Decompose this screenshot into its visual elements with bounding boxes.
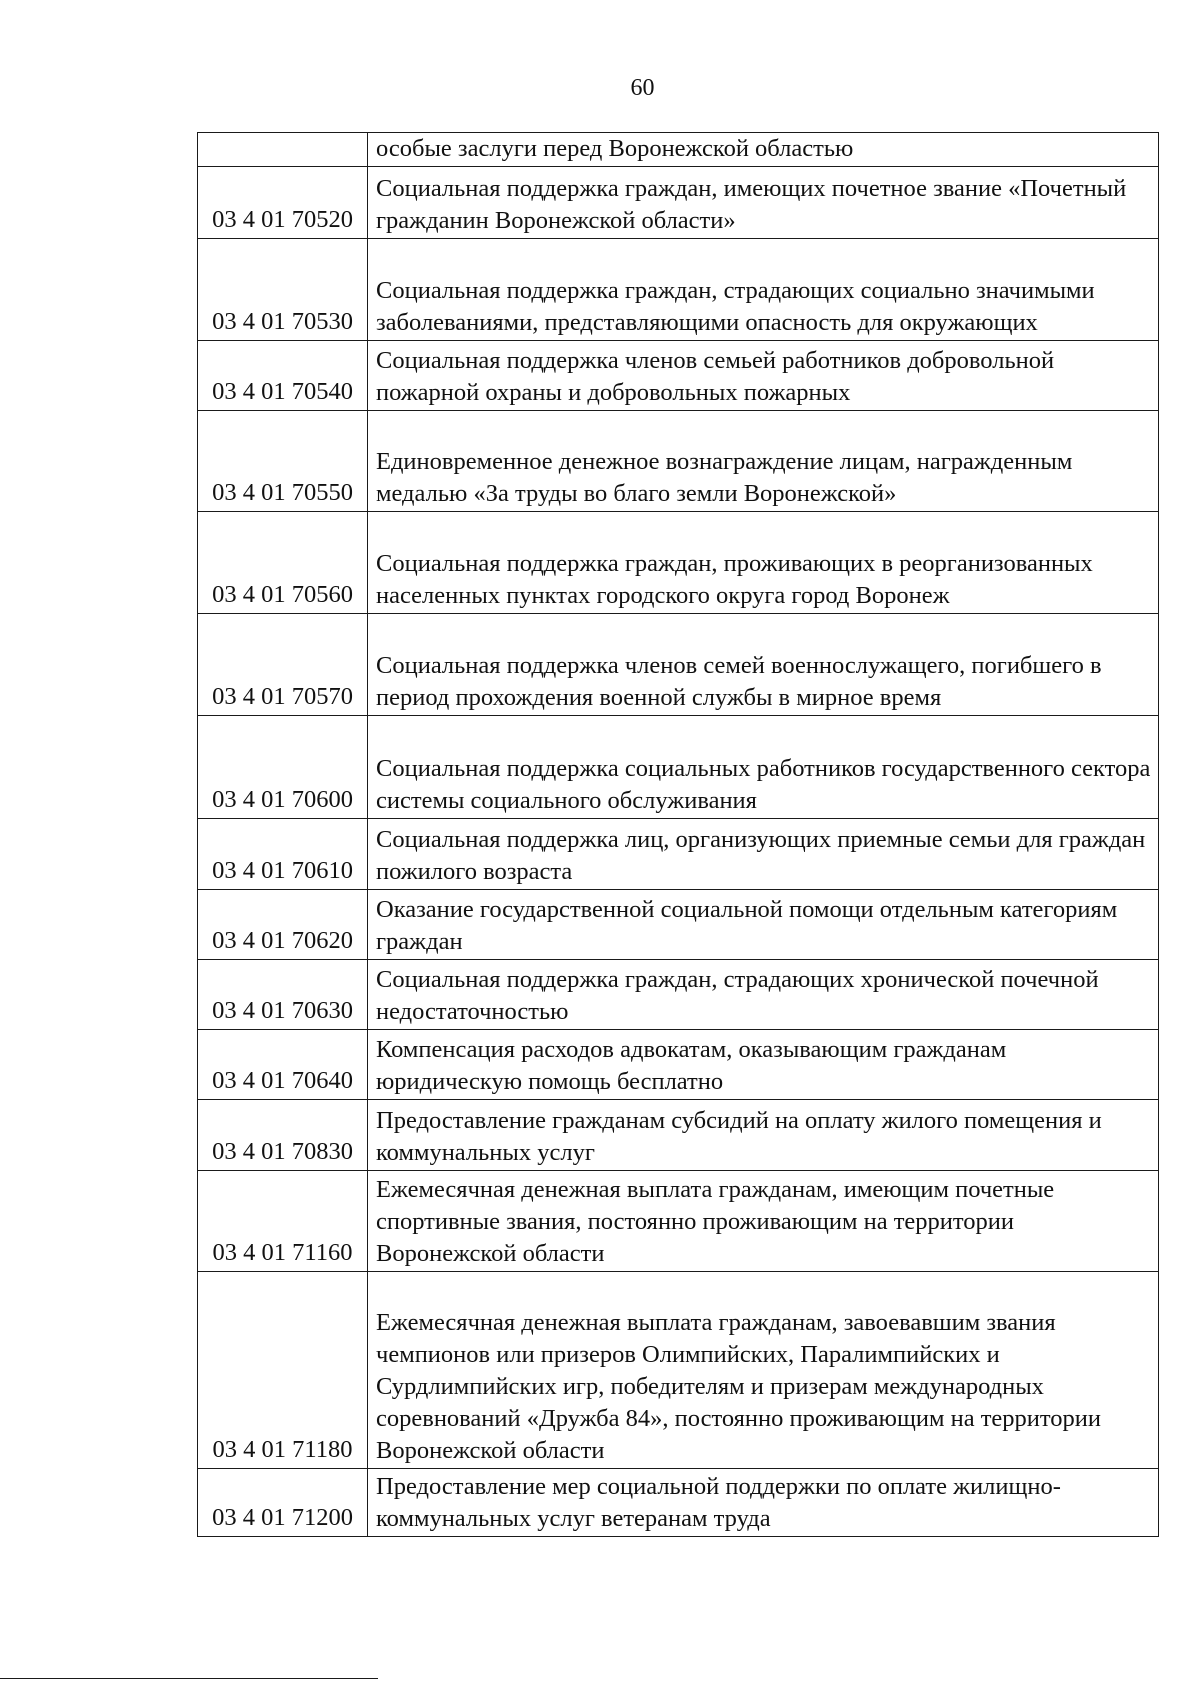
code-cell: 03 4 01 70600: [198, 716, 368, 819]
table-row: [198, 133, 1159, 167]
description-cell: Социальная поддержка граждан, страдающих социально значимыми заболеваниями, представляющими опасность для окружающих: [368, 239, 1159, 341]
code-cell: 03 4 01 70540: [198, 341, 368, 411]
code-cell: 03 4 01 70610: [198, 819, 368, 890]
table-row: [198, 819, 1159, 890]
description-cell: Социальная поддержка лиц, организующих приемные семьи для граждан пожилого возраста: [368, 819, 1159, 890]
description-cell: Социальная поддержка граждан, страдающих хронической почечной недостаточностью: [368, 960, 1159, 1030]
description-cell: Оказание государственной социальной помощи отдельным категориям граждан: [368, 890, 1159, 960]
table-row: [198, 1469, 1159, 1537]
table-row: [198, 341, 1159, 411]
description-cell: Социальная поддержка членов семей военнослужащего, погибшего в период прохождения военной службы в мирное время: [368, 614, 1159, 716]
budget-code-table: [197, 132, 1159, 1537]
table-row: [198, 716, 1159, 819]
description-cell: Социальная поддержка граждан, имеющих почетное звание «Почетный гражданин Воронежской области»: [368, 167, 1159, 239]
code-cell: 03 4 01 70550: [198, 411, 368, 512]
code-cell: 03 4 01 70560: [198, 512, 368, 614]
table-row: [198, 960, 1159, 1030]
code-cell: 03 4 01 71180: [198, 1272, 368, 1469]
description-cell: особые заслуги перед Воронежской областью: [368, 133, 1159, 167]
table-row: [198, 890, 1159, 960]
code-cell: 03 4 01 71200: [198, 1469, 368, 1537]
code-cell: [198, 133, 368, 167]
code-cell: 03 4 01 70520: [198, 167, 368, 239]
description-cell: Ежемесячная денежная выплата гражданам, завоевавшим звания чемпионов или призеров Олимпийских, Паралимпийских и Сурдлимпийских игр, победителям и призерам международных соревнований «Дружба 84», постоянно проживающим на территории Воронежской области: [368, 1272, 1159, 1469]
table-row: [198, 1030, 1159, 1100]
description-cell: Социальная поддержка граждан, проживающих в реорганизованных населенных пунктах городского округа город Воронеж: [368, 512, 1159, 614]
table-row: [198, 167, 1159, 239]
description-cell: Социальная поддержка социальных работников государственного сектора системы социального обслуживания: [368, 716, 1159, 819]
table-row: [198, 1100, 1159, 1171]
table-row: [198, 1272, 1159, 1469]
code-cell: 03 4 01 70620: [198, 890, 368, 960]
code-cell: 03 4 01 70640: [198, 1030, 368, 1100]
footnote-separator-line: [0, 1678, 378, 1679]
description-cell: Единовременное денежное вознаграждение лицам, награжденным медалью «За труды во благо земли Воронежской»: [368, 411, 1159, 512]
table-row: [198, 614, 1159, 716]
code-cell: 03 4 01 70830: [198, 1100, 368, 1171]
page-number: 60: [630, 75, 655, 101]
description-cell: Предоставление мер социальной поддержки по оплате жилищно-коммунальных услуг ветеранам труда: [368, 1469, 1159, 1537]
code-cell: 03 4 01 70530: [198, 239, 368, 341]
description-cell: Ежемесячная денежная выплата гражданам, имеющим почетные спортивные звания, постоянно проживающим на территории Воронежской области: [368, 1171, 1159, 1272]
code-cell: 03 4 01 71160: [198, 1171, 368, 1272]
table-row: [198, 239, 1159, 341]
description-cell: Социальная поддержка членов семьей работников добровольной пожарной охраны и добровольных пожарных: [368, 341, 1159, 411]
description-cell: Предоставление гражданам субсидий на оплату жилого помещения и коммунальных услуг: [368, 1100, 1159, 1171]
table-row: [198, 1171, 1159, 1272]
code-cell: 03 4 01 70630: [198, 960, 368, 1030]
table-row: [198, 512, 1159, 614]
table-row: [198, 411, 1159, 512]
description-cell: Компенсация расходов адвокатам, оказывающим гражданам юридическую помощь бесплатно: [368, 1030, 1159, 1100]
code-cell: 03 4 01 70570: [198, 614, 368, 716]
